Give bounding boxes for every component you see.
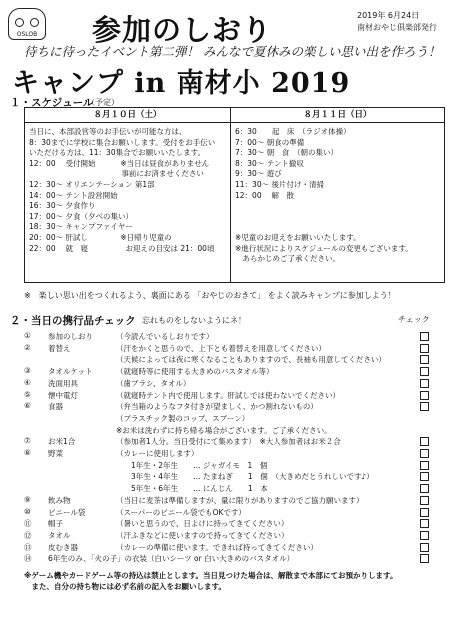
item-checkbox[interactable] [420,472,429,481]
rules-note: ※ 楽しい思い出をつくれるよう、裏面にある 「おやじのおきて」 をよく読みキャンプに参加しよう！ [24,291,396,300]
section-schedule-title: １・スケジュール [10,97,94,109]
item-checkbox[interactable] [420,519,429,528]
schedule-line: 22：00 就 寝 お迎えの目安は 21：00頃 [29,243,215,253]
item-checkbox[interactable] [420,379,429,388]
item-checkbox[interactable] [420,496,429,505]
section-checklist-title: ２・当日の携行品チェック [10,315,136,327]
schedule-divider [230,108,231,282]
item-description: （当日に麦茶は準備しますが、量に限りがありますのでご協力願います） [116,495,364,505]
item-description: （歯ブラシ、タオル） [116,378,191,388]
logo-eye-icon [15,18,24,27]
schedule-line: 9：30～ 遊び [235,169,282,179]
item-number: ⑩ [24,506,31,516]
issue-date: 2019年 6月24日 [357,11,420,20]
item-description: （参加者1人分。当日受付にて集めます） ※大人参加者はお米２合 [116,437,341,447]
item-description: 5年生・6年生 … にんじん 1 本 [116,484,268,494]
item-description: （汗をかくと思うので、上下とも着替えを用意してください） [116,343,326,353]
item-name: 洗面用具 [48,378,78,388]
item-description: （カレーに使用します） [116,449,199,458]
item-name: 着替え [48,343,71,353]
item-checkbox[interactable] [420,367,429,376]
club-logo [8,8,46,40]
schedule-line: 18：30～ キャンプファイヤー [29,222,133,232]
section-checklist-note: 忘れものをしないようにネ！ [142,316,246,325]
schedule-line: 16：30～ 夕食作り [29,201,96,211]
schedule-line: 14：00～ テント設営開始 [29,190,118,200]
schedule-line: ※進行状況によりスケジュールの変更もございます。 [235,243,413,253]
item-name: タオルケット [48,367,93,377]
schedule-line: 12：00 受付開始 ※当日は昼食がありません [29,158,210,168]
item-number: ⑫ [24,530,32,540]
item-name: 6年生のみ、「火の子」の衣装（白いシーツ or 白い大きめのバスタオル） [48,554,295,564]
schedule-line: 11：30～ 後片付け・清掃 [235,179,324,189]
footer-line: また、自分の持ち物には必ず名前の記入をお願いします。 [24,582,226,591]
item-checkbox[interactable] [420,508,429,517]
schedule-line: 6：30 起 床 （ラジオ体操） [235,127,351,136]
schedule-line: 20：00～ 肝試し ※日帰り児童の [29,232,172,242]
item-number: ⑤ [24,389,31,399]
item-checkbox[interactable] [420,355,429,364]
item-checkbox[interactable] [420,391,429,400]
schedule-line: いただける方は、11：30集合でお願いいたします。 [29,148,205,158]
logo-text: OSLOB [16,31,38,38]
item-description: （プラスチック製のコップ、スプーン） [116,413,250,423]
item-description: （汗ふきなどに使いますので持ってきてください） [116,530,289,540]
item-description: 1年生・2年生 … ジャガイモ 1 個 [116,460,268,470]
page-title: 参加のしおり [92,13,273,47]
item-description: （カレーの準備に使います。できれば持ってきてください） [116,542,318,552]
item-description: （弁当箱のようなフタ付きが望ましく、かつ割れないもの） [116,402,318,412]
check-column-label: チェック [398,315,430,324]
item-name: 参加のしおり [48,332,93,341]
section-schedule-note: （予定） [87,98,119,107]
schedule-line: 事前にお済ませください [29,169,204,179]
schedule-line: 7：30～ 朝 食 （朝の集い） [235,148,338,158]
item-checkbox[interactable] [420,461,429,470]
day1-header: ８月１０日（土） [25,108,230,123]
schedule-line: 8：30～ テント撤収 [235,158,304,168]
item-number: ⑪ [24,519,32,529]
schedule-line: あらかじめご了承ください。 [235,254,340,264]
item-checkbox[interactable] [420,449,429,458]
item-name: お米1合 [48,437,76,447]
item-checkbox[interactable] [420,437,429,446]
footer-note [24,570,397,592]
item-number: ② [24,342,31,352]
item-number: ⑦ [24,436,31,446]
schedule-line: 8：30までに学校に集合お願いします。受付をお手伝い [29,137,216,147]
schedule-line [235,212,413,223]
event-banner: キャンプ in 南材小 2019 [12,68,351,99]
item-name: 皮むき器 [48,542,78,552]
logo-eye-icon [30,18,39,27]
item-number: ① [24,331,31,340]
schedule-line: 17：00～ 夕食（夕べの集い） [29,211,133,221]
schedule-line [235,222,413,233]
item-number: ⑭ [24,554,32,564]
item-description: （スーパーのビニール袋でもOKです） [116,507,246,517]
schedule-line: 当日に、本部設営等のお手伝いが可能な方は、 [29,127,187,136]
item-description: （就寝時等に使用する大きめのバスタオル等） [116,367,274,377]
item-number: ③ [24,366,31,376]
item-checkbox[interactable] [420,543,429,552]
item-description: （天候によっては夜に寒くなることもありますので、長袖も用意してください） [116,355,386,365]
item-description: 3年生・4年生 … たまねぎ 1 個 （大きめだとうれしいです♪） [116,472,374,482]
item-number: ⑨ [24,494,31,504]
footer-line: ※ゲーム機やカードゲーム等の持込は禁止とします。当日見つけた場合は、解散まで本部にてお預かりします。 [24,571,398,580]
schedule-line [235,201,413,212]
item-description: （今読んでいるしおりです） [116,332,214,341]
item-checkbox[interactable] [420,484,429,493]
item-name: タオル [48,530,71,540]
schedule-line: ※児童のお迎えをお願いいたします。 [235,232,361,242]
item-description: （就寝時テント内で使用します。肝試しでは使わないでください） [116,390,341,400]
item-number: ⑬ [24,542,32,552]
day2-header: ８月１１日（日） [231,108,444,123]
item-number: ⑧ [24,448,31,457]
item-description: ※お米は洗わずに持ち帰る場合がございます。ご了承ください。 [116,425,332,435]
item-checkbox[interactable] [420,554,429,563]
item-number: ④ [24,377,31,387]
item-name: 飲み物 [48,495,71,505]
item-checkbox[interactable] [420,402,429,411]
item-name: 食器 [48,402,63,412]
day2-schedule [235,127,413,265]
item-number: ⑥ [24,401,31,411]
tagline: 待ちに待ったイベント第二弾！ みんなで夏休みの楽しい思い出を作ろう！ [24,44,441,59]
schedule-line: 12：00 解 散 [235,190,294,200]
item-description: （暑いと思うので、日よけに持ってきてください） [116,519,289,529]
item-name: ビニール袋 [48,507,86,517]
schedule-line: 12：30～ オリエンテーション 第1部 [29,179,155,189]
schedule-table [24,107,445,283]
day1-schedule [29,127,215,254]
item-name: 帽子 [48,519,63,529]
item-checkbox[interactable] [420,332,429,341]
publisher: 南材おやじ倶楽部発行 [357,23,437,32]
schedule-line: 7：00～ 朝食の準備 [235,137,305,147]
item-name: 懐中電灯 [48,390,78,400]
item-checkbox[interactable] [420,344,429,353]
item-name: 野菜 [48,449,63,458]
item-checkbox[interactable] [420,531,429,540]
